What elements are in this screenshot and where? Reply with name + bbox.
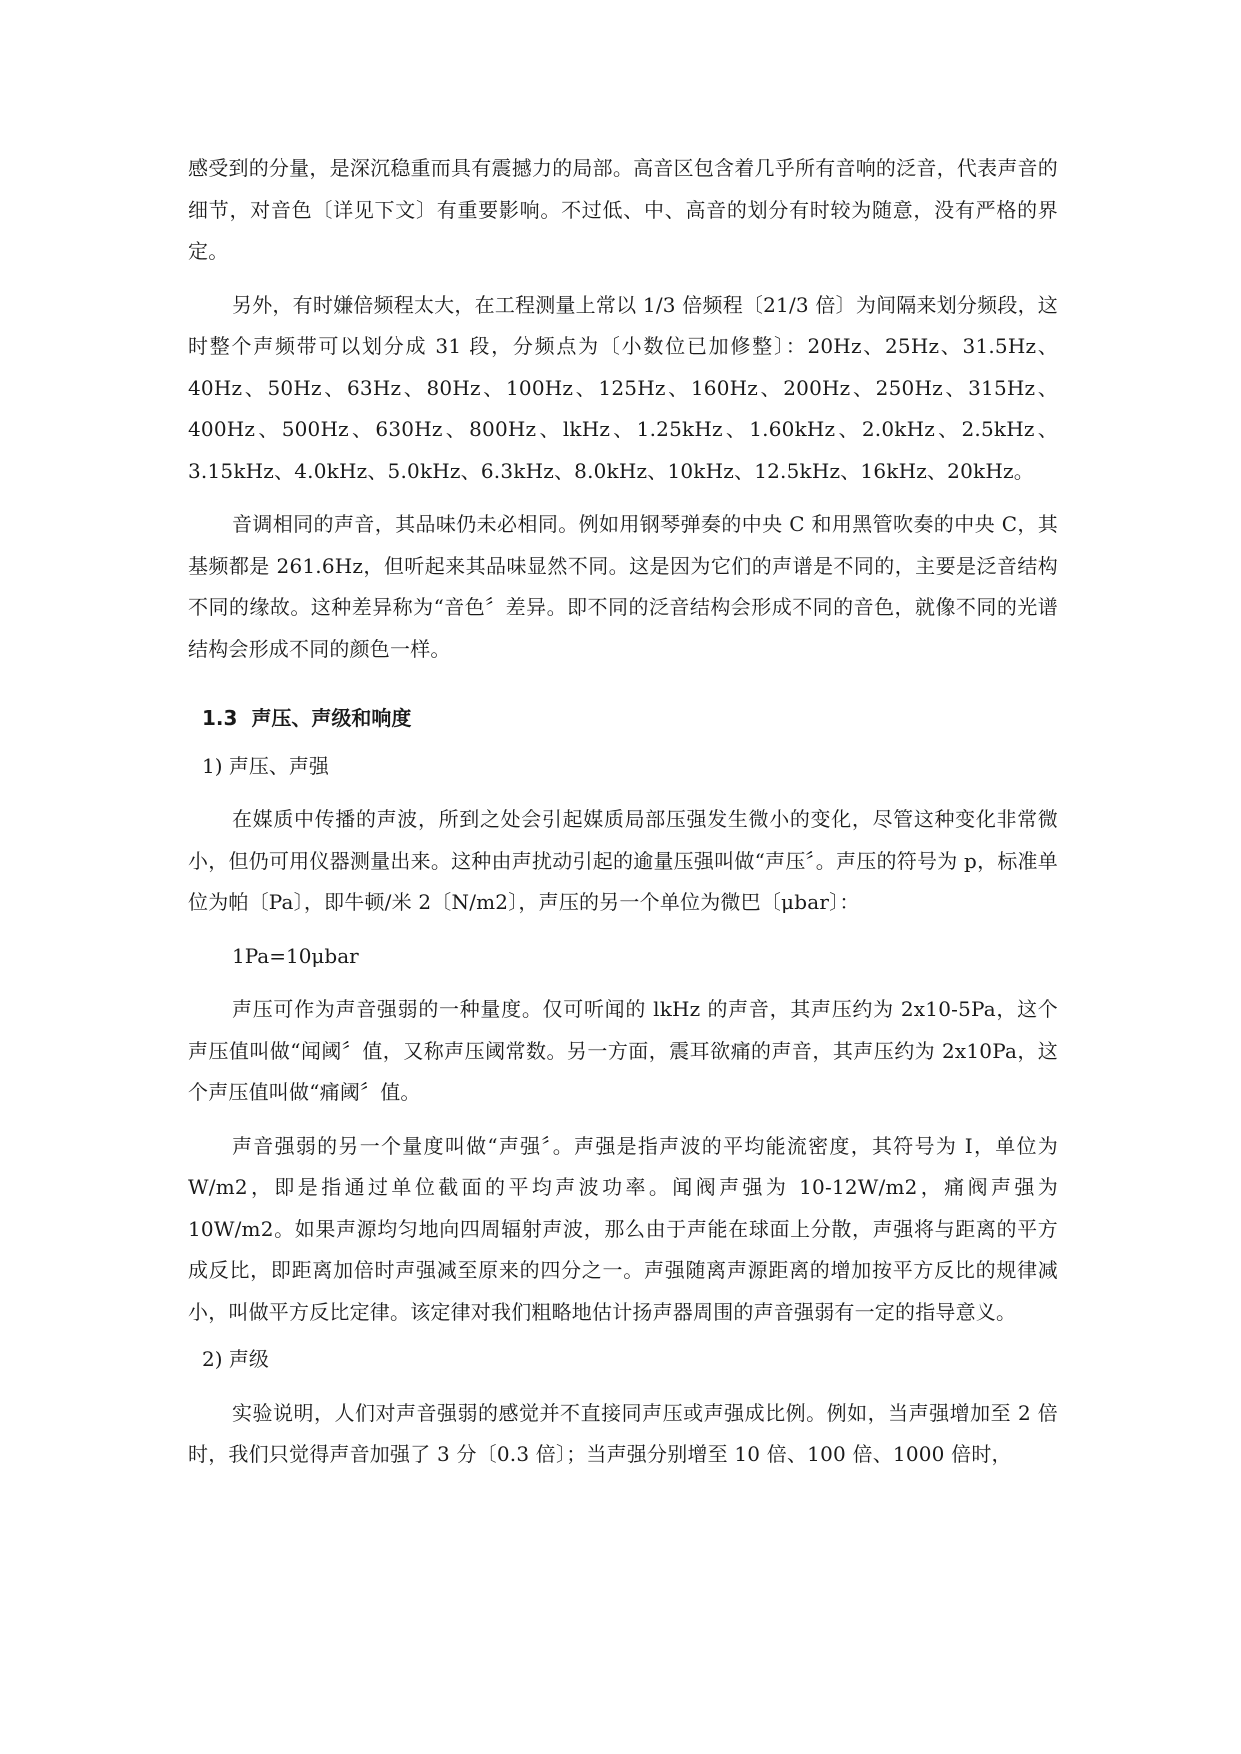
paragraph-timbre: 音调相同的声音，其品味仍未必相同。例如用钢琴弹奏的中央 C 和用黑管吹奏的中央 C，其基频都是 261.6Hz，但听起来其品味显然不同。这是因为它们的声谱是不同的，主要是泛音结构不同的缘故。这种差异称为“音色〞差异。即不同的泛音结构会形成不同的音色，就像不同的光谱结构会形成不同的颜色一样。 bbox=[188, 512, 1058, 661]
paragraph-sound-level: 实验说明，人们对声音强弱的感觉并不直接同声压或声强成比例。例如，当声强增加至 2 倍时，我们只觉得声音加强了 3 分〔0.3 倍〕；当声强分别增至 10 倍、100 倍、1000 倍时， bbox=[188, 1400, 1058, 1466]
section-heading bbox=[202, 698, 1058, 740]
paragraph-third-octave: 另外，有时嫌倍频程太大，在工程测量上常以 1/3 倍频程〔21/3 倍〕为间隔来划分频段，这时整个声频带可以划分成 31 段，分频点为〔小数位已加修整〕：20Hz、25Hz、31.5Hz、40Hz、50Hz、63Hz、80Hz、100Hz、125Hz、160Hz、200Hz、250Hz、315Hz、400Hz、500Hz、630Hz、800Hz、lkHz、1.25kHz、1.60kHz、2.0kHz、2.5kHz、3.15kHz、4.0kHz、5.0kHz、6.3kHz、8.0kHz、10kHz、12.5kHz、16kHz、20kHz。 bbox=[188, 292, 1058, 483]
paragraph-sound-intensity: 声音强弱的另一个量度叫做“声强〞。声强是指声波的平均能流密度，其符号为 I，单位为 W/m2，即是指通过单位截面的平均声波功率。闻阀声强为 10-12W/m2，痛阀声强为 10W/m2。如果声源均匀地向四周辐射声波，那么由于声能在球面上分散，声强将与距离的平方成反比，即距离加倍时声强减至原来的四分之一。声强随离声源距离的增加按平方反比的规律减小，叫做平方反比定律。该定律对我们粗略地估计扬声器周围的声音强弱有一定的指导意义。 bbox=[188, 1133, 1058, 1324]
formula-pa-ubar: 1Pa=10μbar bbox=[232, 943, 359, 968]
subsection-heading-sound-pressure: 1) 声压、声强 bbox=[202, 753, 329, 778]
paragraph-sound-pressure: 在媒质中传播的声波，所到之处会引起媒质局部压强发生微小的变化，尽管这种变化非常微小，但仍可用仪器测量出来。这种由声扰动引起的逾量压强叫做“声压〞。声压的符号为 p，标准单位为帕〔Pa〕，即牛顿/米 2〔N/m2〕，声压的另一个单位为微巴〔μbar〕： bbox=[188, 807, 1058, 914]
section-title: 声压、声级和响度 bbox=[251, 706, 412, 730]
section-number: 1.3 bbox=[202, 706, 238, 730]
paragraph-threshold: 声压可作为声音强弱的一种量度。仅可听闻的 lkHz 的声音，其声压约为 2x10-5Pa，这个声压值叫做“闻阈〞值，又称声压阈常数。另一方面，震耳欲痛的声音，其声压约为 2x10Pa，这个声压值叫做“痛阈〞值。 bbox=[188, 997, 1058, 1104]
subsection-heading-sound-level: 2) 声级 bbox=[202, 1347, 269, 1371]
paragraph-bass-treble: 感受到的分量，是深沉稳重而具有震撼力的局部。高音区包含着几乎所有音响的泛音，代表声音的细节，对音色〔详见下文〕有重要影响。不过低、中、高音的划分有时较为随意，没有严格的界定。 bbox=[188, 156, 1058, 263]
document-page bbox=[188, 148, 1058, 1476]
